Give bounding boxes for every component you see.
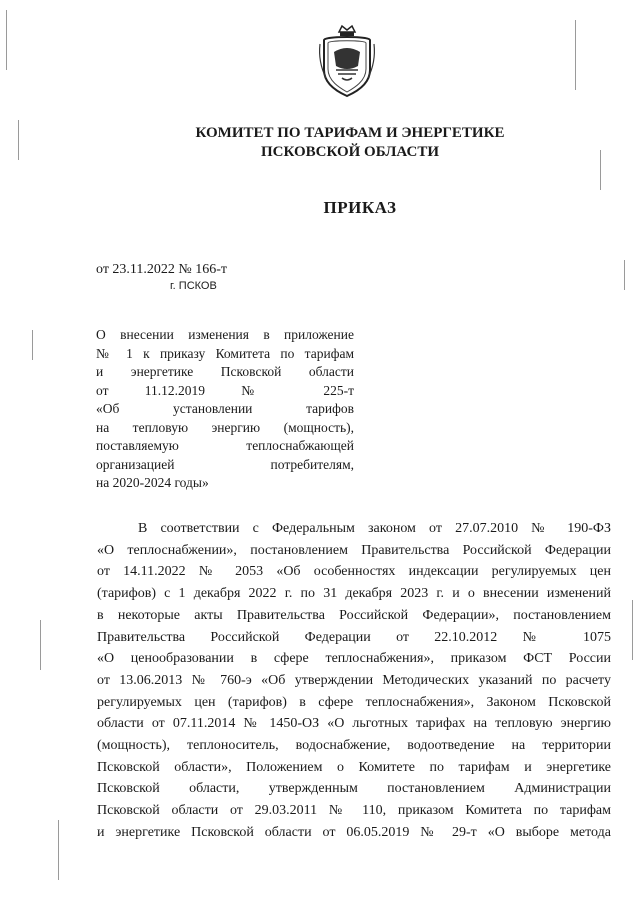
coat-of-arms-emblem xyxy=(316,22,378,98)
subject-line: организацией потребителям, xyxy=(96,456,354,472)
scan-noise xyxy=(18,120,19,160)
document-body xyxy=(97,518,611,844)
scan-noise xyxy=(575,20,576,90)
body-line: области от 07.11.2014 № 1450-ОЗ «О льготных тарифах на тепловую энергию xyxy=(97,716,611,732)
scan-noise xyxy=(32,330,33,360)
body-line: регулируемых цен (тарифов) в сфере теплоснабжения», Законом Псковской xyxy=(97,694,611,710)
subject-line: № 1 к приказу Комитета по тарифам xyxy=(96,345,354,361)
scan-noise xyxy=(6,10,7,70)
subject-line: поставляемую теплоснабжающей xyxy=(96,438,354,453)
org-line-2: ПСКОВСКОЙ ОБЛАСТИ xyxy=(260,144,440,160)
organization-name xyxy=(150,124,550,162)
subject-line: и энергетике Псковской области xyxy=(96,364,354,379)
document-date-number: от 23.11.2022 № 166-т xyxy=(96,262,228,277)
subject-line: «Об установлении тарифов xyxy=(96,401,354,416)
scan-noise xyxy=(40,620,41,670)
body-line: Псковской области от 29.03.2011 № 110, приказом Комитета по тарифам xyxy=(97,803,611,819)
body-line: «О теплоснабжении», постановлением Правительства Российской Федерации xyxy=(97,542,611,558)
subject-line: на 2020-2024 годы» xyxy=(96,475,209,490)
body-line: Псковской области, утвержденным постановлением Администрации xyxy=(97,781,611,797)
body-line: Правительства Российской Федерации от 22.10.2012 № 1075 xyxy=(97,629,611,645)
document-type: ПРИКАЗ xyxy=(323,198,397,217)
body-line: (тарифов) с 1 декабря 2022 г. по 31 декабря 2023 г. и о внесении изменений xyxy=(97,586,611,602)
scan-noise xyxy=(600,150,601,190)
body-line: в некоторые акты Правительства Российской Федерации», постановлением xyxy=(97,607,611,623)
body-line: от 13.06.2013 № 760-э «Об утверждении Методических указаний по расчету xyxy=(97,672,611,688)
body-line: «О ценообразовании в сфере теплоснабжения», приказом ФСТ России xyxy=(97,651,611,667)
scan-noise xyxy=(632,600,633,660)
body-line: Псковской области», Положением о Комитете по тарифам и энергетике xyxy=(97,759,611,775)
document-subject xyxy=(96,326,354,493)
document-city: г. ПСКОВ xyxy=(170,280,217,292)
body-line: от 14.11.2022 № 2053 «Об особенностях индексации регулируемых цен xyxy=(97,564,611,580)
subject-line: на тепловую энергию (мощность), xyxy=(96,419,354,435)
subject-line: от 11.12.2019 № 225-т xyxy=(96,382,354,398)
body-line: (мощность), теплоноситель, водоснабжение, водоотведение на территории xyxy=(97,738,611,754)
scan-noise xyxy=(624,260,625,290)
body-line: и энергетике Псковской области от 06.05.2019 № 29-т «О выборе метода xyxy=(97,824,611,840)
body-line: В соответствии с Федеральным законом от 27.07.2010 № 190-ФЗ xyxy=(138,521,611,536)
subject-line: О внесении изменения в приложение xyxy=(96,327,354,342)
org-line-1: КОМИТЕТ ПО ТАРИФАМ И ЭНЕРГЕТИКЕ xyxy=(195,125,505,141)
scan-noise xyxy=(58,820,59,880)
